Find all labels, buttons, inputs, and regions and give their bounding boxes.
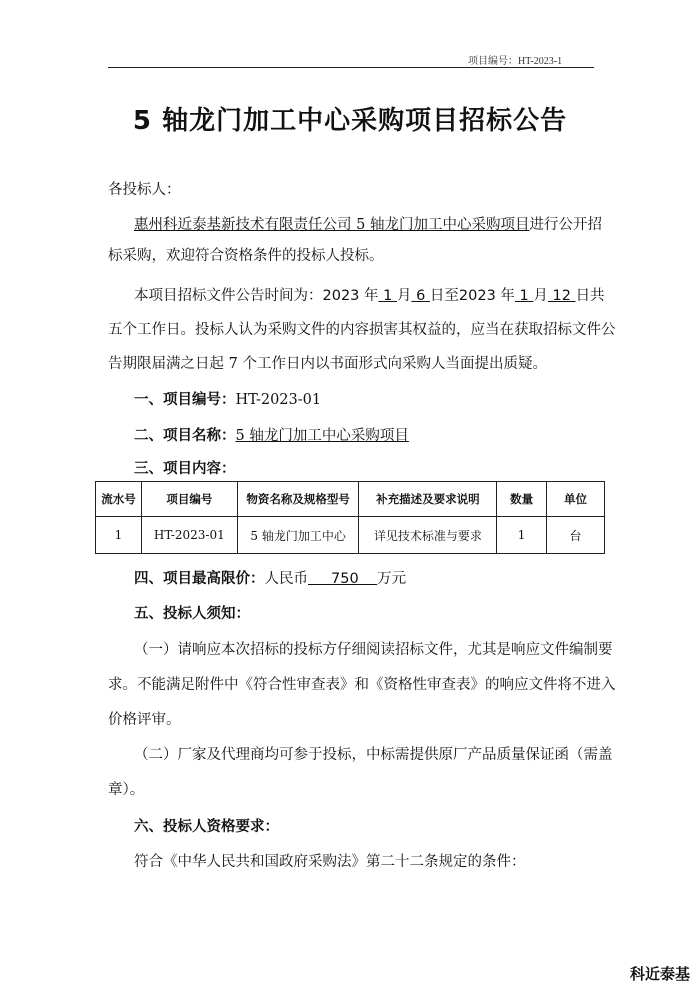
intro-company-project: 惠州科近泰基新技术有限责任公司 5 轴龙门加工中心采购项目	[134, 217, 530, 233]
intro-line-2: 标采购，欢迎符合资格条件的投标人投标。	[108, 248, 384, 264]
period-line-3: 告期限届满之日起 7 个工作日内以书面形式向采购人当面提出质疑。	[108, 356, 547, 372]
period-day-label-end: 日共	[575, 288, 605, 304]
period-month-label-end: 月	[533, 288, 548, 304]
table-header-cell: 单位	[547, 482, 605, 517]
period-month-end: 1	[519, 288, 529, 304]
section-project-name	[134, 424, 409, 445]
header-project-code: 项目编号：HT-2023-1	[468, 56, 563, 67]
period-line-1	[134, 284, 605, 305]
period-day-end: 12	[552, 288, 571, 304]
intro-line-1	[134, 213, 602, 234]
table-header-cell: 流水号	[96, 482, 142, 517]
table-header-cell: 补充描述及要求说明	[359, 482, 497, 517]
qualification-text: 符合《中华人民共和国政府采购法》第二十二条规定的条件：	[134, 854, 526, 870]
intro-rest: 进行公开招	[529, 217, 602, 233]
max-price-amount: 750	[331, 571, 359, 587]
notice-2-line-1: （二）厂家及代理商均可参于投标，中标需提供原厂产品质量保证函（需盖	[134, 747, 613, 763]
notice-1-line-3: 价格评审。	[108, 712, 181, 728]
salutation: 各投标人：	[108, 182, 181, 198]
period-day-start: 6	[416, 288, 426, 304]
table-cell: 详见技术标准与要求	[359, 517, 497, 554]
notice-1-line-2: 求。不能满足附件中《符合性审查表》和《资格性审查表》的响应文件将不进入	[108, 677, 616, 693]
table-header-cell: 项目编号	[141, 482, 237, 517]
table-header-cell: 数量	[497, 482, 547, 517]
footer-watermark: 科近泰基	[629, 965, 690, 983]
table-header-row	[96, 482, 605, 517]
table-header-cell: 物资名称及规格型号	[237, 482, 359, 517]
section-max-price-label: 四、项目最高限价：	[134, 571, 265, 587]
table-cell: 台	[547, 517, 605, 554]
section-project-name-label: 二、项目名称：	[134, 428, 236, 444]
period-month-label-start: 月	[396, 288, 412, 304]
period-prefix: 本项目招标文件公告时间为：	[134, 288, 323, 304]
page-title: 5 轴龙门加工中心采购项目招标公告	[132, 106, 568, 136]
max-price-unit: 万元	[377, 571, 407, 587]
notice-2-line-2: 章）。	[108, 782, 145, 798]
section-project-code	[134, 388, 321, 409]
period-day-label-start: 日至	[429, 288, 459, 304]
period-line-2: 五个工作日。投标人认为采购文件的内容损害其权益的，应当在获取招标文件公	[108, 322, 616, 338]
header-divider	[108, 67, 594, 68]
table-cell: 1	[96, 517, 142, 554]
items-table	[95, 481, 605, 554]
section-qualification-label: 六、投标人资格要求：	[134, 819, 279, 835]
section-bidder-notice-label: 五、投标人须知：	[134, 606, 250, 622]
table-row	[96, 517, 605, 554]
section-max-price	[134, 567, 406, 588]
section-project-name-value: 5 轴龙门加工中心采购项目	[235, 428, 409, 444]
section-project-code-value: HT-2023-01	[235, 392, 322, 408]
period-month-start: 1	[383, 288, 393, 304]
notice-1-line-1: （一）请响应本次招标的投标方仔细阅读招标文件，尤其是响应文件编制要	[134, 642, 613, 658]
period-year-start: 2023 年	[322, 288, 379, 304]
table-cell: 5 轴龙门加工中心	[237, 517, 359, 554]
table-cell: HT-2023-01	[141, 517, 237, 554]
section-project-content-label: 三、项目内容：	[134, 461, 236, 477]
max-price-prefix: 人民币	[264, 571, 308, 587]
section-project-code-label: 一、项目编号：	[134, 392, 236, 408]
period-year-end: 2023 年	[458, 288, 515, 304]
table-cell: 1	[497, 517, 547, 554]
